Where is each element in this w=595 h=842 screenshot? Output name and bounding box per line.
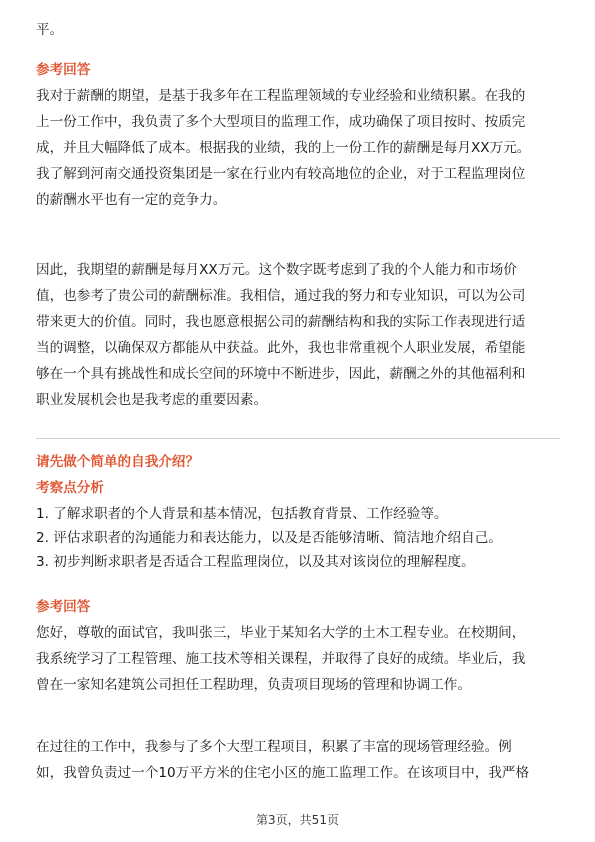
answer-1-paragraph-1	[36, 83, 561, 213]
text-line: 如，我曾负责过一个10万平方米的住宅小区的施工监理工作。在该项目中，我严格	[36, 765, 530, 781]
text-line: 当的调整，以确保双方都能从中获益。此外，我也非常重视个人职业发展，希望能	[36, 340, 526, 356]
answer-2-paragraph-1	[36, 620, 561, 698]
answer-heading-1: 参考回答	[36, 62, 91, 78]
top-line	[36, 17, 561, 43]
answer-heading-2: 参考回答	[36, 599, 91, 615]
text-line: 曾在一家知名建筑公司担任工程助理，负责项目现场的管理和协调工作。	[36, 677, 471, 693]
answer-2-paragraph-2	[36, 734, 561, 786]
text-line: 因此，我期望的薪酬是每月XX万元。这个数字既考虑到了我的个人能力和市场价	[36, 262, 517, 278]
analysis-list	[36, 502, 561, 574]
analysis-heading: 考察点分析	[36, 480, 104, 496]
text-line: 在过往的工作中，我参与了多个大型工程项目，积累了丰富的现场管理经验。例	[36, 739, 512, 755]
text-line: 我系统学习了工程管理、施工技术等相关课程，并取得了良好的成绩。毕业后，我	[36, 651, 526, 667]
text-line: 成，并且大幅降低了成本。根据我的业绩，我的上一份工作的薪酬是每月XX万元。	[36, 140, 531, 156]
section-divider	[36, 438, 560, 439]
page-number: 第3页，共51页	[256, 813, 339, 827]
question-heading: 请先做个简单的自我介绍？	[36, 454, 200, 470]
text-line: 上一份工作中，我负责了多个大型项目的监理工作，成功确保了项目按时、按质完	[36, 114, 526, 130]
text-line: 我对于薪酬的期望，是基于我多年在工程监理领域的专业经验和业绩积累。在我的	[36, 88, 526, 104]
list-item: 1. 了解求职者的个人背景和基本情况，包括教育背景、工作经验等。	[36, 506, 448, 522]
text-line: 您好，尊敬的面试官，我叫张三，毕业于某知名大学的土木工程专业。在校期间，	[36, 625, 526, 641]
list-item: 3. 初步判断求职者是否适合工程监理岗位，以及其对该岗位的理解程度。	[36, 554, 475, 570]
text-line: 平。	[36, 22, 64, 38]
text-line: 的薪酬水平也有一定的竞争力。	[36, 192, 227, 208]
text-line: 职业发展机会也是我考虑的重要因素。	[36, 392, 268, 408]
text-line: 带来更大的价值。同时，我也愿意根据公司的薪酬结构和我的实际工作表现进行适	[36, 314, 526, 330]
list-item: 2. 评估求职者的沟通能力和表达能力，以及是否能够清晰、简洁地介绍自己。	[36, 530, 502, 546]
text-line: 值，也参考了贵公司的薪酬标准。我相信，通过我的努力和专业知识，可以为公司	[36, 288, 526, 304]
text-line: 够在一个具有挑战性和成长空间的环境中不断进步，因此，薪酬之外的其他福利和	[36, 366, 526, 382]
text-line: 我了解到河南交通投资集团是一家在行业内有较高地位的企业，对于工程监理岗位	[36, 166, 526, 182]
answer-1-paragraph-2	[36, 257, 561, 413]
